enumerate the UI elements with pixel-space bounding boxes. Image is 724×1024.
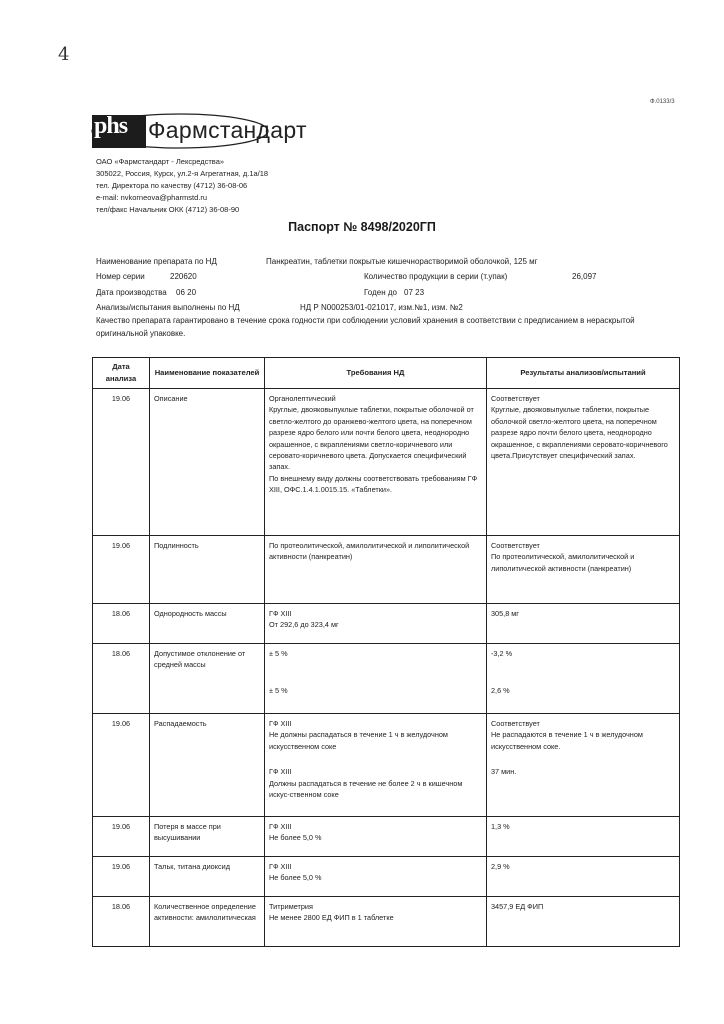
requirement-part-b: ± 5 % xyxy=(269,686,288,696)
row-result: 2,9 % xyxy=(487,857,680,897)
row-result: Соответствует Круглые, двояковыпуклые таблетки, покрытые оболочкой светло-желтого цвета, на поперечном разрезе ядро почти белого цвета, неоднородно окрашенное, с вкраплениями серовато-коричневого цвета.Присутствует специфический запах. xyxy=(487,389,680,536)
okk-phone: тел/факс Начальник ОКК (4712) 36-08-90 xyxy=(96,205,240,214)
requirement-part-a: ± 5 % xyxy=(269,649,288,658)
row-parameter: Подлинность xyxy=(150,536,265,604)
row-parameter: Количественное определение активности: амилолитическая xyxy=(150,897,265,947)
row-requirement xyxy=(265,714,487,817)
row-requirement: Титриметрия Не менее 2800 ЕД ФИП в 1 таблетке xyxy=(265,897,487,947)
production-date-label: Дата производства xyxy=(96,288,167,297)
row-result: 1,3 % xyxy=(487,817,680,857)
row-date: 18.06 xyxy=(93,897,150,947)
row-requirement: Органолептический Круглые, двояковыпуклые таблетки, покрытые оболочкой от светло-желтого до оранжево-желтого цвета, на поперечном разрезе ядро белого или почти белого цвета, неоднородно окрашенное, с вкраплениями светло-коричневого или серовато-коричневого цвета. Допускается специфический запах. По внешнему виду должны соответствовать требованиям ГФ XIII, ОФС.1.4.1.0015.15. «Таблетки». xyxy=(265,389,487,536)
company-email: e-mail: nvkorneova@pharmstd.ru xyxy=(96,193,207,202)
quality-guarantee: Качество препарата гарантировано в течение срока годности при соблюдении условий хранения в соответствии с предписанием в нераскрытой оригинальной упаковке. xyxy=(96,316,635,338)
row-date: 19.06 xyxy=(93,536,150,604)
row-requirement: ГФ XIII От 292,6 до 323,4 мг xyxy=(265,604,487,644)
table-row xyxy=(93,714,680,817)
row-requirement: ГФ XIII Не более 5,0 % xyxy=(265,857,487,897)
analysis-nd-value: НД Р N000253/01-021017, изм.№1, изм. №2 xyxy=(300,303,463,312)
analysis-table xyxy=(92,357,680,947)
table-header-row xyxy=(93,358,680,389)
header-date: Дата анализа xyxy=(93,358,150,389)
expiry-value: 07 23 xyxy=(404,288,425,297)
row-result: 305,8 мг xyxy=(487,604,680,644)
row-result xyxy=(487,644,680,714)
quantity-value: 26,097 xyxy=(572,272,597,281)
row-date: 19.06 xyxy=(93,714,150,817)
row-parameter: Потеря в массе при высушивании xyxy=(150,817,265,857)
quantity-label: Количество продукции в серии (т.упак) xyxy=(364,272,508,281)
table-row xyxy=(93,897,680,947)
row-date: 19.06 xyxy=(93,857,150,897)
result-part-a: -3,2 % xyxy=(491,649,513,658)
company-address: 305022, Россия, Курск, ул.2-я Агрегатная, д.1а/18 xyxy=(96,169,269,178)
row-parameter: Однородность массы xyxy=(150,604,265,644)
row-date: 18.06 xyxy=(93,604,150,644)
row-result xyxy=(487,714,680,817)
table-row xyxy=(93,857,680,897)
row-parameter: Описание xyxy=(150,389,265,536)
company-name: ОАО «Фармстандарт - Лексредства» xyxy=(96,157,225,166)
row-requirement xyxy=(265,644,487,714)
document-title: Паспорт № 8498/2020ГП xyxy=(288,220,436,234)
preparation-name-value: Панкреатин, таблетки покрытые кишечнорастворимой оболочкой, 125 мг xyxy=(266,257,538,266)
row-parameter: Распадаемость xyxy=(150,714,265,817)
result-part-b: 2,6 % xyxy=(491,686,510,696)
row-date: 19.06 xyxy=(93,389,150,536)
row-date: 19.06 xyxy=(93,817,150,857)
handwritten-mark: 4 xyxy=(58,44,70,65)
series-value: 220620 xyxy=(170,272,197,281)
table-row xyxy=(93,389,680,536)
result-part-a: Соответствует Не распадаются в течение 1 ч в желудочном искусственном соке. xyxy=(491,719,643,751)
form-code: Ф.0133/3 xyxy=(650,99,675,105)
row-result: Соответствует По протеолитической, амилолитической и липолитической активности (панкреатин) xyxy=(487,536,680,604)
table-row xyxy=(93,536,680,604)
director-phone: тел. Директора по качеству (4712) 36-08-06 xyxy=(96,181,248,190)
logo-mark-letters: phs xyxy=(94,113,128,139)
table-row xyxy=(93,817,680,857)
series-label: Номер серии xyxy=(96,272,145,281)
row-requirement: По протеолитической, амилолитической и липолитической активности (панкреатин) xyxy=(265,536,487,604)
requirement-part-b: ГФ XIII Должны распадаться в течение не более 2 ч в кишечном искус-ственном соке xyxy=(269,767,463,800)
row-parameter: Тальк, титана диоксид xyxy=(150,857,265,897)
analysis-nd-label: Анализы/испытания выполнены по НД xyxy=(96,303,240,312)
preparation-name-label: Наименование препарата по НД xyxy=(96,257,217,266)
row-result: 3457,9 ЕД ФИП xyxy=(487,897,680,947)
table-row xyxy=(93,604,680,644)
table-row xyxy=(93,644,680,714)
requirement-part-a: ГФ XIII Не должны распадаться в течение 1 ч в желудочном искусственном соке xyxy=(269,719,448,751)
row-date: 18.06 xyxy=(93,644,150,714)
result-part-b: 37 мин. xyxy=(491,767,517,777)
row-parameter: Допустимое отклонение от средней массы xyxy=(150,644,265,714)
header-requirements: Требования НД xyxy=(265,358,487,389)
logo-name: Фармстандарт xyxy=(148,117,307,143)
expiry-label: Годен до xyxy=(364,288,397,297)
row-requirement: ГФ XIII Не более 5,0 % xyxy=(265,817,487,857)
production-date-value: 06 20 xyxy=(176,288,197,297)
header-name: Наименование показателей xyxy=(150,358,265,389)
header-results: Результаты анализов/испытаний xyxy=(487,358,680,389)
